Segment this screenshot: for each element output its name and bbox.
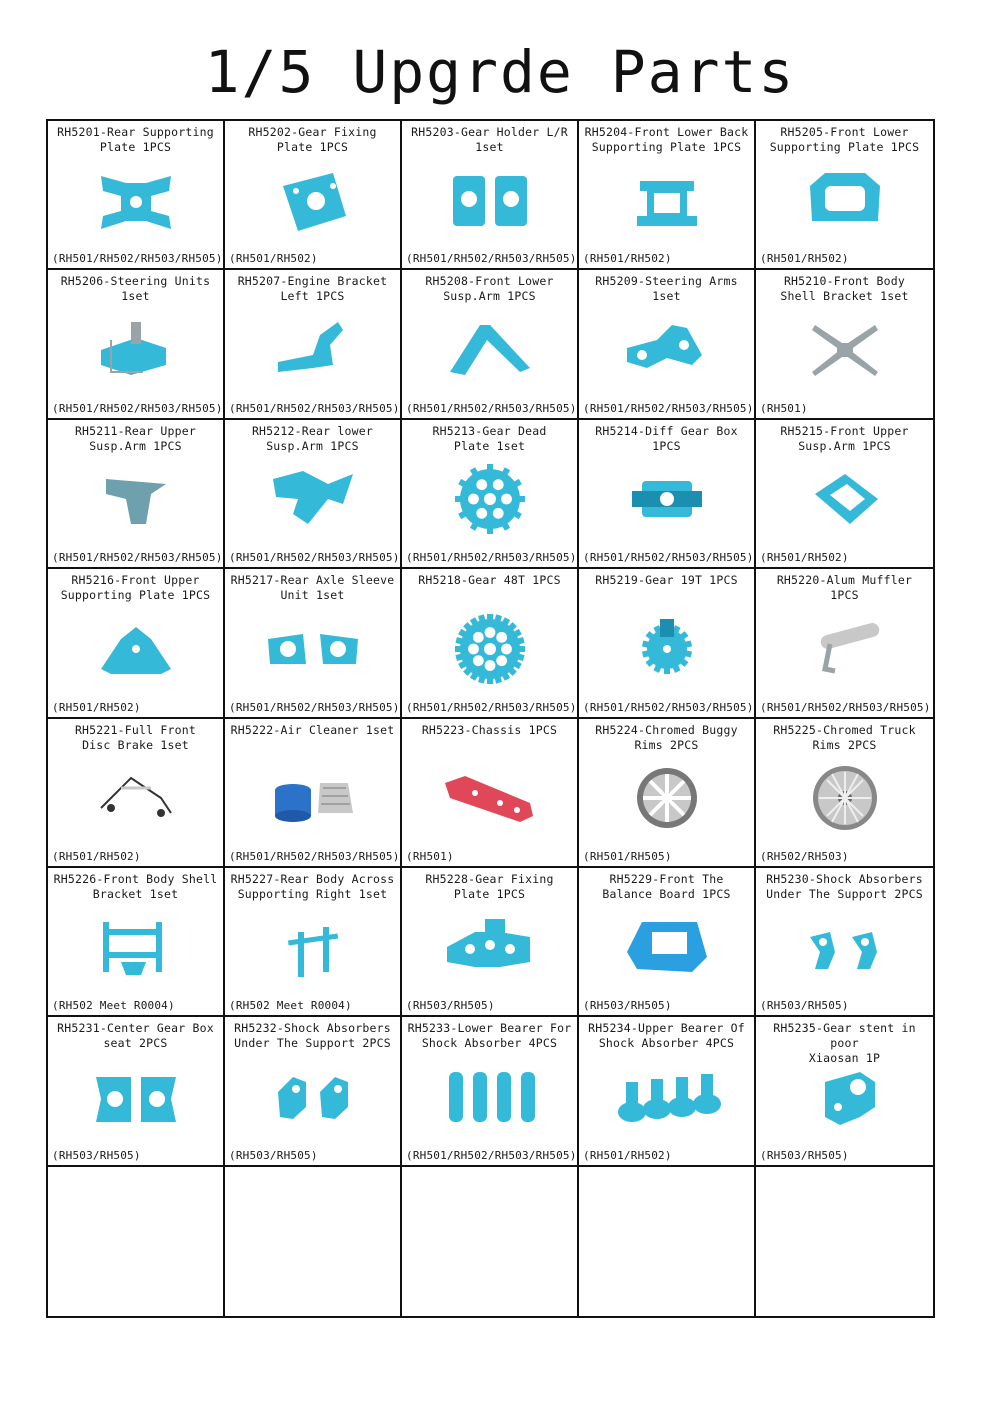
part-fitment: (RH501/RH505) — [583, 849, 672, 863]
part-cell — [402, 569, 579, 718]
part-cell — [756, 270, 933, 419]
part-cell — [48, 569, 225, 718]
part-fitment: (RH502 Meet R0004) — [229, 999, 352, 1013]
part-cell — [756, 719, 933, 868]
part-fitment: (RH501/RH502) — [583, 1148, 672, 1162]
steering-units-icon — [81, 310, 191, 390]
body-shell-bracket-icon — [790, 310, 900, 390]
front-upper-arm-icon — [790, 459, 900, 539]
part-fitment: (RH502 Meet R0004) — [52, 999, 175, 1013]
rear-supporting-plate-icon — [81, 161, 191, 241]
part-name: RH5226-Front Body Shell Bracket 1set — [53, 871, 218, 901]
part-cell — [756, 1017, 933, 1166]
part-fitment: (RH501/RH502/RH503/RH505) — [583, 551, 754, 565]
part-cell — [48, 1017, 225, 1166]
axle-sleeve-icon — [258, 609, 368, 689]
gear-19t-icon — [612, 609, 722, 689]
part-cell — [756, 121, 933, 270]
part-name: RH5214-Diff Gear Box 1PCS — [595, 423, 738, 453]
part-fitment: (RH501/RH502) — [760, 551, 849, 565]
balance-board-icon — [612, 907, 722, 987]
part-cell — [225, 719, 402, 868]
part-name: RH5210-Front Body Shell Bracket 1set — [780, 274, 909, 304]
front-upper-plate-icon — [81, 609, 191, 689]
part-fitment: (RH501/RH502/RH503/RH505) — [229, 700, 400, 714]
part-name: RH5205-Front Lower Supporting Plate 1PCS — [769, 125, 920, 154]
lower-susp-arm-icon — [435, 310, 545, 390]
part-cell — [402, 719, 579, 868]
page-title: 1/5 Upgrde Parts — [204, 38, 796, 106]
part-name: RH5212-Rear lower Susp.Arm 1PCS — [251, 423, 374, 453]
part-cell — [402, 1017, 579, 1166]
gear-dead-plate-icon — [435, 459, 545, 539]
air-cleaner-icon — [258, 758, 368, 838]
buggy-rim-icon — [612, 758, 722, 838]
truck-rim-icon — [790, 758, 900, 838]
part-fitment: (RH501/RH502/RH503/RH505) — [406, 551, 577, 565]
part-fitment: (RH501/RH502/RH503/RH505) — [406, 1148, 577, 1162]
part-cell — [756, 868, 933, 1017]
part-cell — [579, 868, 756, 1017]
part-cell — [756, 420, 933, 569]
rear-upper-arm-icon — [81, 459, 191, 539]
part-cell — [225, 868, 402, 1017]
part-name: RH5225-Chromed Truck Rims 2PCS — [773, 722, 916, 752]
engine-bracket-icon — [258, 310, 368, 390]
part-fitment: (RH503/RH505) — [583, 999, 672, 1013]
part-fitment: (RH502/RH503) — [760, 849, 849, 863]
part-fitment: (RH503/RH505) — [760, 999, 849, 1013]
muffler-icon — [790, 609, 900, 689]
part-cell — [579, 420, 756, 569]
rear-lower-arm-icon — [258, 459, 368, 539]
part-fitment: (RH501/RH502) — [229, 252, 318, 266]
part-fitment: (RH503/RH505) — [406, 999, 495, 1013]
gear-fixing-plate-icon — [258, 161, 368, 241]
part-name: RH5219-Gear 19T 1PCS — [595, 573, 738, 588]
part-fitment: (RH501/RH502/RH503/RH505) — [229, 849, 400, 863]
shock-support-2-icon — [258, 1057, 368, 1137]
part-fitment: (RH501/RH502/RH503/RH505) — [52, 252, 223, 266]
front-shell-bracket-icon — [81, 907, 191, 987]
part-cell — [402, 868, 579, 1017]
part-name: RH5209-Steering Arms 1set — [595, 274, 738, 304]
part-fitment: (RH501/RH502/RH503/RH505) — [52, 551, 223, 565]
part-name: RH5233-Lower Bearer For Shock Absorber 4PCS — [407, 1021, 572, 1051]
part-name: RH5207-Engine Bracket Left 1PCS — [237, 274, 388, 304]
part-fitment: (RH501) — [406, 849, 454, 863]
part-name: RH5232-Shock Absorbers Under The Support 2PCS — [234, 1021, 391, 1051]
gear-48t-icon — [435, 609, 545, 689]
diff-gear-box-icon — [612, 459, 722, 539]
part-name: RH5222-Air Cleaner 1set — [230, 722, 395, 737]
gear-stent-icon — [790, 1057, 900, 1137]
part-name: RH5224-Chromed Buggy Rims 2PCS — [595, 722, 738, 752]
part-cell — [48, 121, 225, 270]
part-name: RH5234-Upper Bearer Of Shock Absorber 4PCS — [588, 1021, 745, 1051]
empty-cell — [756, 1167, 933, 1316]
part-fitment: (RH503/RH505) — [760, 1148, 849, 1162]
part-name: RH5230-Shock Absorbers Under The Support 2PCS — [766, 871, 923, 901]
part-name: RH5220-Alum Muffler 1PCS — [776, 573, 913, 603]
part-fitment: (RH501/RH502) — [52, 700, 141, 714]
part-name: RH5223-Chassis 1PCS — [421, 722, 558, 737]
lower-bearer-icon — [435, 1057, 545, 1137]
part-cell — [48, 868, 225, 1017]
part-name: RH5213-Gear Dead Plate 1set — [432, 423, 547, 453]
center-gearbox-seat-icon — [81, 1057, 191, 1137]
part-name: RH5235-Gear stent in poor Xiaosan 1P — [773, 1021, 916, 1066]
part-fitment: (RH501) — [760, 401, 808, 415]
part-name: RH5201-Rear Supporting Plate 1PCS — [57, 125, 214, 154]
part-fitment: (RH501/RH502) — [52, 849, 141, 863]
front-lower-plate-icon — [790, 161, 900, 241]
part-cell — [579, 270, 756, 419]
part-cell — [225, 270, 402, 419]
steering-arms-icon — [612, 310, 722, 390]
lower-back-plate-icon — [612, 161, 722, 241]
part-cell — [225, 121, 402, 270]
part-cell — [48, 420, 225, 569]
disc-brake-icon — [81, 758, 191, 838]
part-cell — [48, 719, 225, 868]
part-cell — [402, 121, 579, 270]
rear-body-support-icon — [258, 907, 368, 987]
part-cell — [225, 1017, 402, 1166]
part-cell — [225, 569, 402, 718]
part-fitment: (RH501/RH502/RH503/RH505) — [583, 401, 754, 415]
part-fitment: (RH501/RH502/RH503/RH505) — [406, 252, 577, 266]
part-fitment: (RH501/RH502/RH503/RH505) — [52, 401, 223, 415]
empty-cell — [48, 1167, 225, 1316]
part-cell — [756, 569, 933, 718]
part-fitment: (RH501/RH502/RH503/RH505) — [406, 700, 577, 714]
part-name: RH5217-Rear Axle Sleeve Unit 1set — [230, 573, 395, 603]
part-fitment: (RH501/RH502/RH503/RH505) — [583, 700, 754, 714]
part-fitment: (RH501/RH502) — [583, 252, 672, 266]
part-fitment: (RH503/RH505) — [229, 1148, 318, 1162]
empty-cell — [402, 1167, 579, 1316]
chassis-icon — [435, 758, 545, 838]
part-fitment: (RH501/RH502/RH503/RH505) — [760, 700, 931, 714]
part-cell — [579, 569, 756, 718]
part-name: RH5203-Gear Holder L/R 1set — [411, 125, 568, 154]
part-fitment: (RH501/RH502/RH503/RH505) — [229, 401, 400, 415]
part-cell — [402, 420, 579, 569]
part-cell — [579, 1017, 756, 1166]
part-name: RH5206-Steering Units 1set — [60, 274, 211, 304]
part-name: RH5202-Gear Fixing Plate 1PCS — [248, 125, 377, 154]
gear-fixing-plate-2-icon — [435, 907, 545, 987]
part-name: RH5228-Gear Fixing Plate 1PCS — [425, 871, 554, 901]
part-name: RH5221-Full Front Disc Brake 1set — [74, 722, 197, 752]
part-name: RH5227-Rear Body Across Supporting Right 1set — [230, 871, 395, 901]
part-name: RH5216-Front Upper Supporting Plate 1PCS — [60, 573, 211, 603]
part-fitment: (RH501/RH502) — [760, 252, 849, 266]
part-cell — [402, 270, 579, 419]
gear-holder-icon — [435, 161, 545, 241]
upper-bearer-icon — [612, 1057, 722, 1137]
part-name: RH5215-Front Upper Susp.Arm 1PCS — [780, 423, 909, 453]
part-cell — [579, 121, 756, 270]
shock-support-icon — [790, 907, 900, 987]
empty-cell — [225, 1167, 402, 1316]
part-cell — [48, 270, 225, 419]
part-fitment: (RH503/RH505) — [52, 1148, 141, 1162]
part-cell — [579, 719, 756, 868]
part-cell — [225, 420, 402, 569]
part-name: RH5229-Front The Balance Board 1PCS — [602, 871, 731, 901]
part-name: RH5204-Front Lower Back Supporting Plate 1PCS — [584, 125, 749, 154]
part-name: RH5231-Center Gear Box seat 2PCS — [57, 1021, 214, 1051]
part-fitment: (RH501/RH502/RH503/RH505) — [406, 401, 577, 415]
part-name: RH5208-Front Lower Susp.Arm 1PCS — [425, 274, 554, 304]
empty-cell — [579, 1167, 756, 1316]
part-fitment: (RH501/RH502/RH503/RH505) — [229, 551, 400, 565]
part-name: RH5218-Gear 48T 1PCS — [418, 573, 561, 588]
parts-grid — [46, 119, 935, 1318]
part-name: RH5211-Rear Upper Susp.Arm 1PCS — [74, 423, 197, 453]
